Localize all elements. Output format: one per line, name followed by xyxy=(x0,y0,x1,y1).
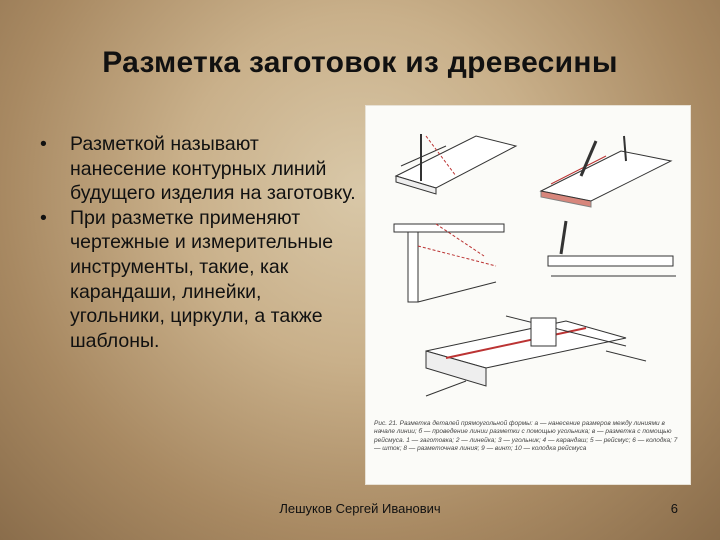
bullet-list xyxy=(40,132,360,353)
bullet-marker: • xyxy=(40,206,47,229)
bullet-text: При разметке применяют чертежные и измерительные инструменты, такие, как карандаши, линейки, угольники, циркули, а также шаблоны. xyxy=(70,206,334,352)
figure-caption: Рис. 21. Разметка деталей прямоугольной формы: а — нанесение размеров между линиями в начале линии; б — проведение линии разметки с помощью угольника; в — разметка с помощью рейсмуса. 1 — заготовка; 2 — линейка; 3 — угольник; 4 — карандаш; 5 — рейсмус; 6 — колодка; 7 — шток; 8 — разметочная линия; 9 — винт; 10 — колодка рейсмуса xyxy=(374,420,678,453)
slide-title: Разметка заготовок из древесины xyxy=(102,46,618,79)
page-number: 6 xyxy=(670,501,678,516)
bullet-item xyxy=(40,206,360,354)
bullet-marker: • xyxy=(40,133,47,155)
bullet-text: Разметкой называют нанесение контурных линий будущего изделия на заготовку. xyxy=(70,133,356,205)
bullet-item xyxy=(40,132,360,206)
footer-author: Лешуков Сергей Иванович xyxy=(279,501,441,516)
